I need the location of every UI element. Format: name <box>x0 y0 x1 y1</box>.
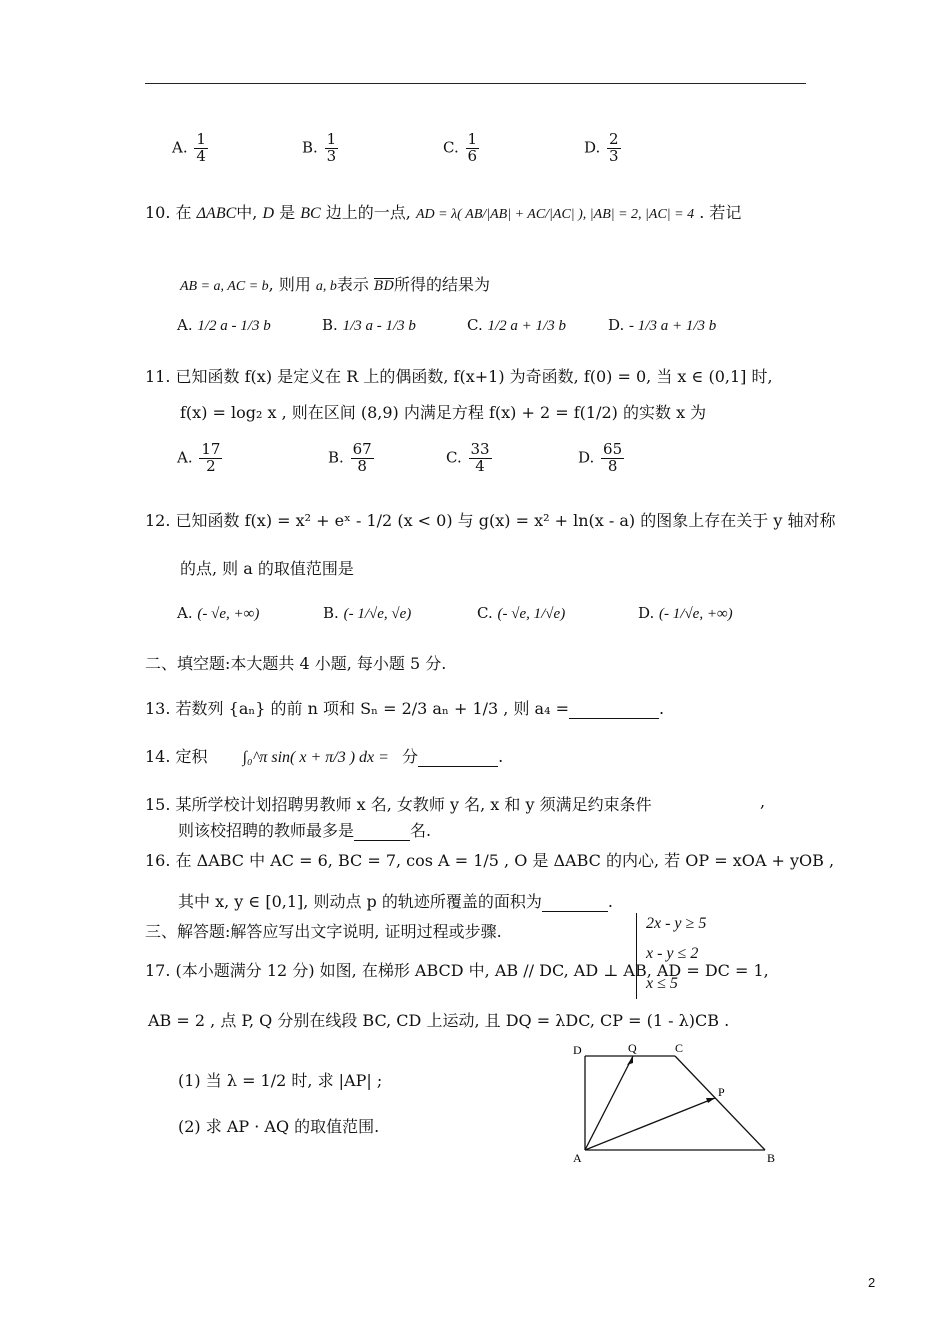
q17-line2: AB = 2 , 点 P, Q 分别在线段 BC, CD 上运动, 且 DQ = λDC, CP = (1 - λ)CB . <box>148 1011 730 1030</box>
q11-line2: f(x) = log₂ x , 则在区间 (8,9) 内满足方程 f(x) + 2 = f(1/2) 的实数 x 为 <box>180 403 707 422</box>
q16-line2: 其中 x, y ∈ [0,1], 则动点 p 的轨迹所覆盖的面积为 . <box>178 892 613 911</box>
q12-option-b: B. (- 1/√e, √e) <box>323 604 412 622</box>
trapezoid-figure <box>565 1038 790 1168</box>
label-q: Q <box>628 1041 637 1055</box>
label-p: P <box>718 1085 725 1099</box>
q9-option-c: C. $\frac{1}{6}$ <box>443 130 478 165</box>
section-2-heading: 二、填空题:本大题共 4 小题, 每小题 5 分. <box>145 654 447 673</box>
q12-option-d: D. (- 1/√e, +∞) <box>638 604 733 622</box>
q12-option-a: A. (- √e, +∞) <box>177 604 260 622</box>
q17-part2: (2) 求 AP · AQ 的取值范围. <box>178 1117 380 1136</box>
q10-option-a: A. 1/2 a - 1/3 b <box>177 316 271 334</box>
q9-option-a: A. $\frac{1}{4}$ <box>172 130 206 165</box>
q11-option-d: D. $\frac{65}{8}$ <box>578 440 623 475</box>
q14: 14. 定积 ∫₀^π sin( x + π/3 ) dx = 分 . <box>145 747 504 766</box>
q9-option-d: D. $\frac{2}{3}$ <box>584 130 619 165</box>
label-b: B <box>767 1151 776 1165</box>
constraint-1: 2x - y ≥ 5 <box>646 915 707 932</box>
q17-part1: (1) 当 λ = 1/2 时, 求 |AP| ; <box>178 1071 383 1090</box>
header-rule <box>145 83 806 84</box>
label-c: C <box>675 1041 684 1055</box>
page-number: 2 <box>868 1275 876 1290</box>
q10-line1: 10. 在 ΔABC中, D 是 BC 边上的一点, AD = λ( AB/|AB| + AC/|AC| ), |AB| = 2, |AC| = 4 . 若记 <box>145 203 742 222</box>
q11-option-c: C. $\frac{33}{4}$ <box>446 440 490 475</box>
q12-line2: 的点, 则 a 的取值范围是 <box>180 559 354 578</box>
q11-option-b: B. $\frac{67}{8}$ <box>328 440 372 475</box>
q13: 13. 若数列 {aₙ} 的前 n 项和 Sₙ = 2/3 aₙ + 1/3 , 则 a₄ = . <box>145 699 665 718</box>
q15-line2: 则该校招聘的教师最多是 名. <box>178 821 432 840</box>
constraint-3: x ≤ 5 <box>646 975 678 992</box>
q11-option-a: A. $\frac{17}{2}$ <box>177 440 221 475</box>
system-brace <box>636 913 637 999</box>
q10-option-d: D. - 1/3 a + 1/3 b <box>608 316 717 334</box>
section-3-heading: 三、解答题:解答应写出文字说明, 证明过程或步骤. <box>145 922 502 941</box>
q11-line1: 11. 已知函数 f(x) 是定义在 R 上的偶函数, f(x+1) 为奇函数, f(0) = 0, 当 x ∈ (0,1] 时, <box>145 367 773 386</box>
q10-formula: AD = λ( AB/|AB| + AC/|AC| ), |AB| = 2, |AC| = 4 <box>415 207 695 222</box>
q12-line1: 12. 已知函数 f(x) = x² + eˣ - 1/2 (x < 0) 与 g(x) = x² + ln(x - a) 的图象上存在关于 y 轴对称 <box>145 511 836 530</box>
q10-option-b: B. 1/3 a - 1/3 b <box>322 316 416 334</box>
q16-answer-blank[interactable] <box>542 892 608 912</box>
q17-line1: 17. (本小题满分 12 分) 如图, 在梯形 ABCD 中, AB // DC, AD ⊥ AB, AD = DC = 1, <box>145 961 769 980</box>
q12-option-c: C. (- √e, 1/√e) <box>477 604 566 622</box>
q15-constraint-system <box>636 913 746 999</box>
q10-line2: AB = a, AC = b, 则用 a, b表示 BD所得的结果为 <box>180 275 491 294</box>
label-a: A <box>573 1151 582 1165</box>
constraint-2: x - y ≤ 2 <box>646 945 699 962</box>
q14-answer-blank[interactable] <box>418 747 498 767</box>
q9-option-b: B. $\frac{1}{3}$ <box>302 130 337 165</box>
q15-comma: , <box>760 792 766 811</box>
q15-line1: 15. 某所学校计划招聘男教师 x 名, 女教师 y 名, x 和 y 须满足约束条件 <box>145 795 652 814</box>
q10-option-c: C. 1/2 a + 1/3 b <box>467 316 566 334</box>
label-d: D <box>573 1043 582 1057</box>
q13-answer-blank[interactable] <box>569 699 659 719</box>
q16-line1: 16. 在 ΔABC 中 AC = 6, BC = 7, cos A = 1/5 , O 是 ΔABC 的内心, 若 OP = xOA + yOB , <box>145 851 835 870</box>
q15-answer-blank[interactable] <box>354 821 410 841</box>
